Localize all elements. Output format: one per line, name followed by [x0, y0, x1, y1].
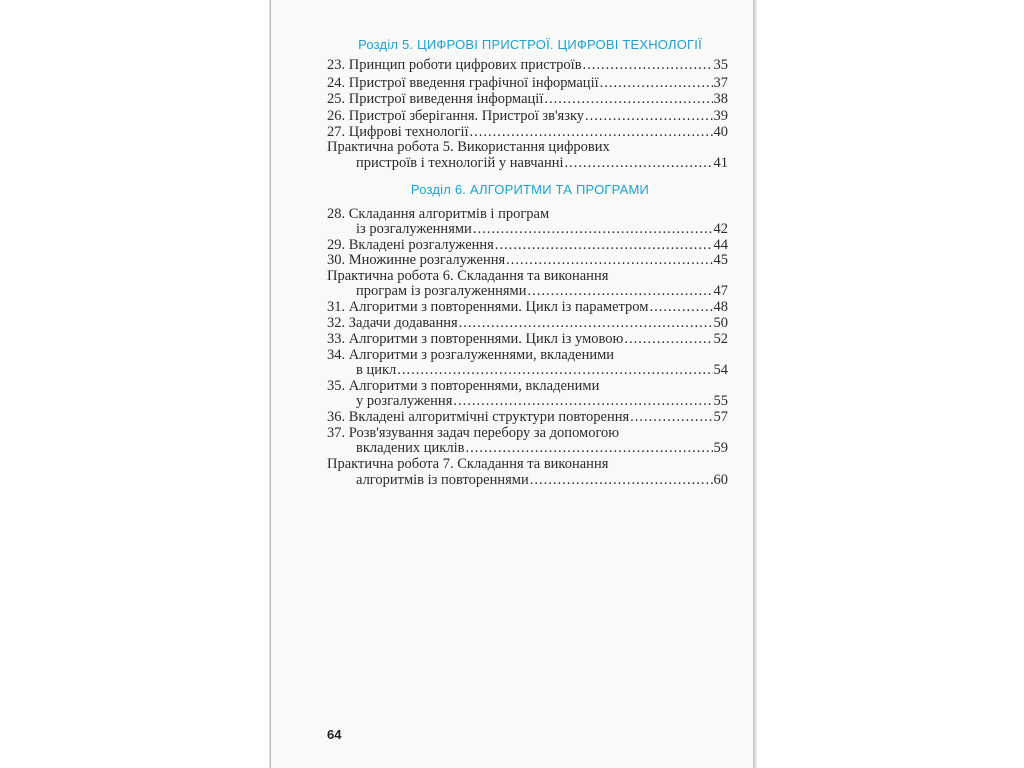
toc-entry-24: [327, 75, 728, 91]
toc-entry-practical-5-cont: [356, 155, 728, 171]
toc-entry-text: 31. Алгоритми з повтореннями. Цикл із параметром: [327, 299, 649, 315]
toc-page-number: 42: [713, 221, 728, 237]
dot-leader: [600, 75, 713, 91]
toc-entry-text: пристроїв і технологій у навчанні: [356, 155, 564, 171]
toc-entry-text: 32. Задачи додавання: [327, 315, 458, 331]
toc-page-number: 47: [713, 283, 728, 299]
toc-entry-23: [327, 57, 728, 73]
toc-entry-37: [327, 425, 728, 441]
toc-entry-text: 33. Алгоритми з повтореннями. Цикл із умовою: [327, 331, 624, 347]
toc-page-number: 52: [713, 331, 728, 347]
dot-leader: [465, 440, 712, 456]
section-6-title: Розділ 6. АЛГОРИТМИ ТА ПРОГРАМИ: [410, 182, 650, 197]
toc-entry-25: [327, 91, 728, 107]
toc-entry-practical-6: [327, 268, 728, 284]
dot-leader: [624, 331, 712, 347]
toc-entry-text: 27. Цифрові технології: [327, 124, 469, 140]
toc-entry-35: [327, 378, 728, 394]
toc-entry-text: 25. Пристрої виведення інформації: [327, 91, 544, 107]
toc-entry-text: 34. Алгоритми з розгалуженнями, вкладеними: [327, 347, 615, 363]
toc-entry-text: із розгалуженнями: [356, 221, 472, 237]
dot-leader: [473, 221, 713, 237]
toc-entry-26: [327, 108, 728, 124]
toc-entry-text: 37. Розв'язування задач перебору за допомогою: [327, 425, 620, 441]
dot-leader: [470, 124, 713, 140]
toc-entry-text: у розгалуження: [356, 393, 453, 409]
toc-page-number: 57: [713, 409, 728, 425]
dot-leader: [565, 155, 713, 171]
toc-entry-practical-5: [327, 139, 728, 155]
dot-leader: [583, 57, 713, 73]
toc-entry-30: [327, 252, 728, 268]
toc-entry-text: 29. Вкладені розгалуження: [327, 237, 494, 253]
toc-entry-text: 35. Алгоритми з повтореннями, вкладеними: [327, 378, 600, 394]
toc-entry-31: [327, 299, 728, 315]
toc-entry-36: [327, 409, 728, 425]
dot-leader: [506, 252, 712, 268]
toc-entry-28: [327, 206, 728, 222]
toc-entry-text: Практична робота 7. Складання та виконання: [327, 456, 609, 472]
toc-entry-34-cont: [356, 362, 728, 378]
toc-page-number: 50: [713, 315, 728, 331]
section-5-title: Розділ 5. ЦИФРОВІ ПРИСТРОЇ. ЦИФРОВІ ТЕХНОЛОГІЇ: [358, 37, 702, 52]
toc-page-number: 40: [713, 124, 728, 140]
dot-leader: [630, 409, 712, 425]
toc-page-number: 48: [713, 299, 728, 315]
dot-leader: [530, 472, 713, 488]
toc-entry-practical-7-cont: [356, 472, 728, 488]
dot-leader: [453, 393, 712, 409]
toc-entry-practical-7: [327, 456, 728, 472]
toc-entry-text: програм із розгалуженнями: [356, 283, 527, 299]
dot-leader: [649, 299, 712, 315]
toc-entry-text: 28. Складання алгоритмів і програм: [327, 206, 550, 222]
dot-leader: [528, 283, 713, 299]
toc-entry-practical-6-cont: [356, 283, 728, 299]
toc-entry-text: 26. Пристрої зберігання. Пристрої зв'язку: [327, 108, 585, 124]
toc-entry-32: [327, 315, 728, 331]
toc-page-number: 44: [713, 237, 728, 253]
toc-entry-text: вкладених циклів: [356, 440, 465, 456]
page-number: 64: [327, 727, 342, 742]
toc-page-number: 41: [713, 155, 728, 171]
toc-page-number: 59: [713, 440, 728, 456]
toc-page-number: 39: [713, 108, 728, 124]
toc-entry-text: 30. Множинне розгалуження: [327, 252, 506, 268]
dot-leader: [495, 237, 713, 253]
toc-page-number: 54: [713, 362, 728, 378]
dot-leader: [585, 108, 712, 124]
toc-entry-27: [327, 124, 728, 140]
toc-page-number: 45: [713, 252, 728, 268]
dot-leader: [397, 362, 712, 378]
toc-entry-text: 36. Вкладені алгоритмічні структури повторення: [327, 409, 630, 425]
toc-entry-33: [327, 331, 728, 347]
toc-entry-text: Практична робота 5. Використання цифрових: [327, 139, 610, 155]
toc-entry-text: в цикл: [356, 362, 397, 378]
toc-entry-text: 23. Принцип роботи цифрових пристроїв: [327, 57, 582, 73]
toc-page-number: 35: [713, 57, 728, 73]
toc-entry-text: Практична робота 6. Складання та виконання: [327, 268, 609, 284]
dot-leader: [544, 91, 712, 107]
toc-page-number: 37: [713, 75, 728, 91]
toc-page-number: 60: [713, 472, 728, 488]
dot-leader: [459, 315, 713, 331]
toc-entry-28-cont: [356, 221, 728, 237]
toc-entry-37-cont: [356, 440, 728, 456]
toc-entry-29: [327, 237, 728, 253]
toc-entry-text: алгоритмів із повтореннями: [356, 472, 529, 488]
toc-entry-text: 24. Пристрої введення графічної інформації: [327, 75, 599, 91]
toc-entry-35-cont: [356, 393, 728, 409]
toc-page-number: 55: [713, 393, 728, 409]
toc-entry-34: [327, 347, 728, 363]
toc-page-number: 38: [713, 91, 728, 107]
